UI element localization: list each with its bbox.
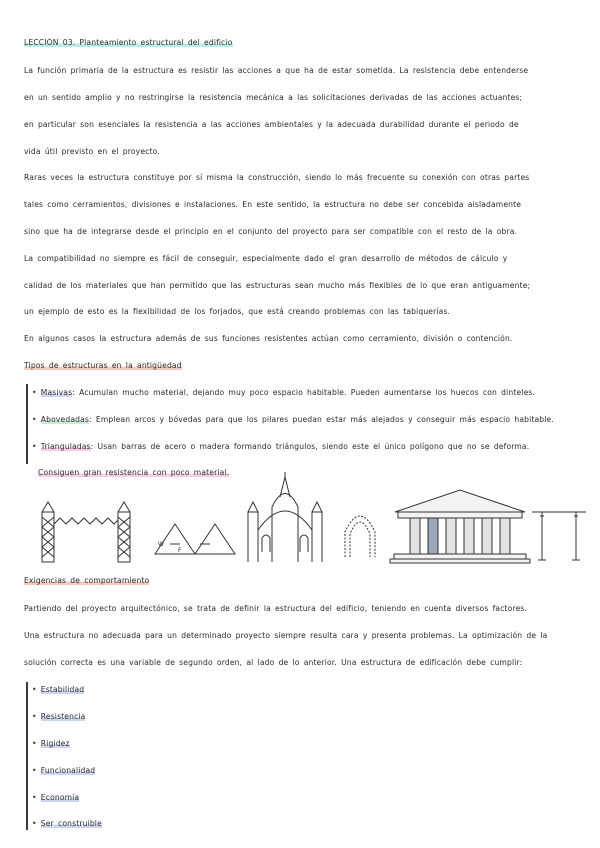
lintel-post-figure bbox=[532, 512, 586, 560]
force-label-f: F bbox=[178, 547, 182, 554]
requirement-item: • Estabilidad bbox=[32, 685, 85, 694]
list-item-trianguladas: • Trianguladas: Usan barras de acero o madera formando triángulos, siendo este el único polígono que no se deforma. bbox=[32, 442, 530, 451]
intro-line: calidad de los materiales que han permitido que las estructuras sean mucho más flexibles de lo que eran antiguamente; bbox=[24, 281, 531, 290]
requirement-item: • Economía bbox=[32, 793, 80, 802]
section-heading-types: Tipos de estructuras en la antigüedad bbox=[24, 361, 182, 370]
intro-line: un ejemplo de esto es la flexibilidad de los forjados, que está creando problemas con las tabiquerías. bbox=[24, 307, 451, 316]
arch-figure bbox=[345, 516, 375, 557]
intro-line: La función primaria de la estructura es resistir las acciones a que ha de estar sometida. La resistencia debe entenderse bbox=[24, 66, 529, 75]
intro-line: En algunos casos la estructura además de sus funciones resistentes actúan como cerramiento, división o contención. bbox=[24, 334, 513, 343]
requirement-item: • Rigidez bbox=[32, 739, 70, 748]
requirements-bar bbox=[26, 682, 28, 830]
gothic-cathedral-figure bbox=[248, 472, 322, 562]
intro-line: en un sentido amplio y no restringirse la resistencia mecánica a las solicitaciones derivadas de las acciones actuantes; bbox=[24, 93, 523, 102]
truss-triangle-figure bbox=[155, 524, 235, 554]
list-item-continuation: Consiguen gran resistencia con poco material. bbox=[38, 468, 230, 477]
intro-line: vida útil previsto en el proyecto. bbox=[24, 147, 160, 156]
list-bar bbox=[26, 384, 28, 464]
lesson-title: LECCIÓN 03. Planteamiento estructural del edificio bbox=[24, 38, 233, 47]
intro-line: La compatibilidad no siempre es fácil de conseguir, especialmente dado el gran desarrollo de métodos de cálculo y bbox=[24, 254, 508, 263]
triangulated-towers-figure bbox=[42, 502, 130, 562]
list-item-abovedadas: • Abovedadas: Emplean arcos y bóvedas para que los pilares puedan estar más alejados y conseguir más espacio habitable. bbox=[32, 415, 554, 424]
intro-line: en particular son esenciales la resistencia a las acciones ambientales y la adecuada durabilidad durante el periodo de bbox=[24, 120, 519, 129]
requirement-item: • Funcionalidad bbox=[32, 766, 96, 775]
intro-line: Raras veces la estructura constituye por sí misma la construcción, siendo lo más frecuente su conexión con otras partes bbox=[24, 173, 530, 182]
requirement-item: • Ser construible bbox=[32, 819, 102, 828]
intro-line: sino que ha de integrarse desde el principio en el conjunto del proyecto para ser compatible con el resto de la obra. bbox=[24, 227, 518, 236]
paragraph-line: Una estructura no adecuada para un determinado proyecto siempre resulta cara y presenta problemas. La optimización de la bbox=[24, 631, 548, 640]
force-label-w: W bbox=[158, 541, 164, 548]
section-heading-requirements: Exigencias de comportamiento bbox=[24, 576, 150, 585]
paragraph-line: Partiendo del proyecto arquitectónico, se trata de definir la estructura del edificio, teniendo en cuenta diversos factores. bbox=[24, 604, 528, 613]
intro-line: tales como cerramientos, divisiones e instalaciones. En este sentido, la estructura no debe ser concebida aisladamente bbox=[24, 200, 522, 209]
list-item-masivas: • Masivas: Acumulan mucho material, dejando muy poco espacio habitable. Pueden aumentarse los huecos con dinteles. bbox=[32, 388, 536, 397]
structures-figures bbox=[30, 472, 590, 564]
paragraph-line: solución correcta es una variable de segundo orden, al lado de lo anterior. Una estructura de edificación debe cumplir: bbox=[24, 658, 523, 667]
greek-temple-figure bbox=[390, 490, 530, 563]
requirement-item: • Resistencia bbox=[32, 712, 86, 721]
